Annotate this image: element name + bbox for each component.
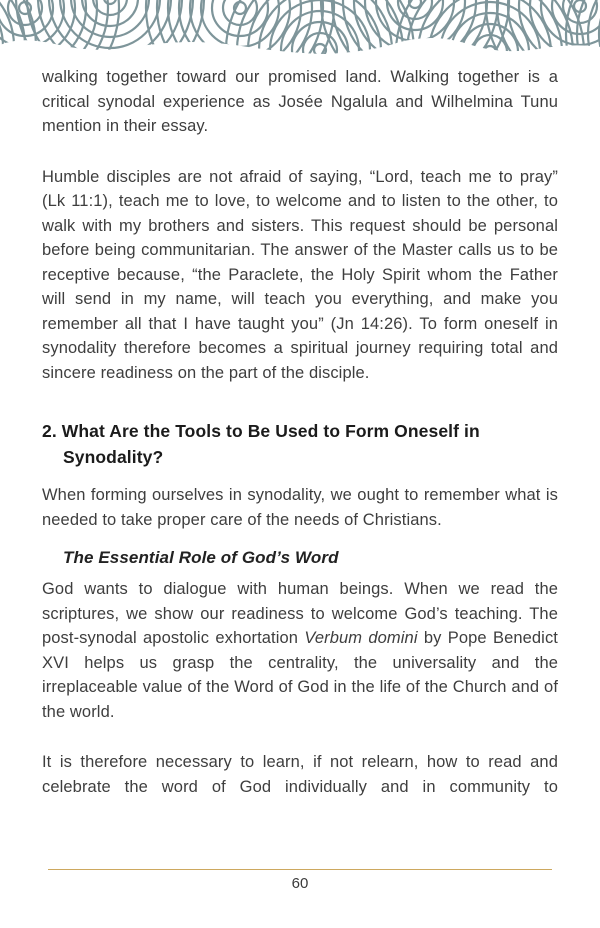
paragraph-4-text-continued: by Pope Benedict XVI helps us grasp the centrality, the universality and the irreplaceable value of the Word of God in the life of the Church and of the world.: [42, 629, 558, 721]
paragraph-4-text: God wants to dialogue with human beings. When we read the scriptures, we show our readiness to welcome God’s teaching. The post-synodal apostolic exhortation: [42, 580, 558, 647]
concentric-circles-pattern-icon: [0, 0, 600, 56]
subsection-heading: The Essential Role of God’s Word: [63, 548, 339, 567]
page-body: [0, 65, 600, 799]
body-paragraph-3: When forming ourselves in synodality, we ought to remember what is needed to take proper care of the needs of Christians.: [42, 486, 558, 529]
footer-divider: [48, 869, 552, 870]
section-heading: 2. What Are the Tools to Be Used to Form Oneself in Synodality?: [42, 421, 480, 467]
body-paragraph-2: Humble disciples are not afraid of saying, “Lord, teach me to pray” (Lk 11:1), teach me to love, to welcome and to listen to the other, to walk with my brothers and sisters. This request should be personal before being communitarian. The answer of the Master calls us to be receptive because, “the Paraclete, the Holy Spirit whom the Father will send in my name, will teach you everything, and make you remember all that I have taught you” (Jn 14:26). To form oneself in synodality therefore becomes a spiritual journey requiring total and sincere readiness on the part of the disciple.: [42, 167, 558, 382]
page-number: 60: [291, 875, 309, 892]
body-paragraph-5: It is therefore necessary to learn, if not relearn, how to read and celebrate the word of God individually and in community to: [42, 753, 558, 796]
body-paragraph-1: walking together toward our promised land. Walking together is a critical synodal experience as Josée Ngalula and Wilhelmina Tunu mention in their essay.: [42, 68, 558, 135]
book-title-italic: Verbum domini: [304, 629, 418, 647]
page-footer: [0, 869, 600, 892]
body-paragraph-4: [42, 577, 558, 724]
